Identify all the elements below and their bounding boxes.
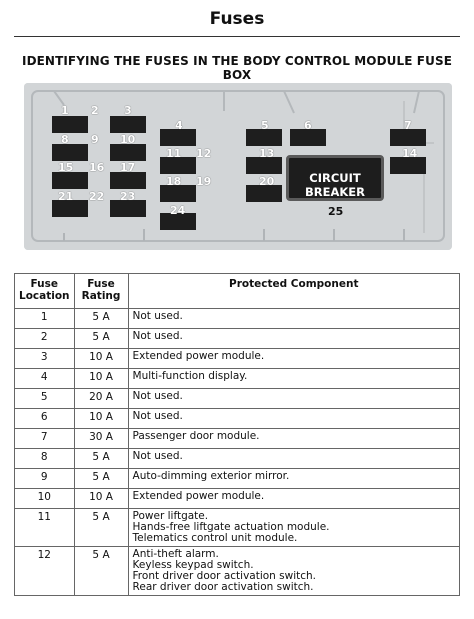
fuse-label: 20 bbox=[259, 175, 275, 188]
fuse-location-cell: 11 bbox=[15, 509, 75, 547]
fuse-rating-cell: 5 A bbox=[74, 547, 128, 596]
component-line: Not used. bbox=[132, 410, 183, 422]
component-line: Telematics control unit module. bbox=[132, 532, 298, 544]
fuse-location-cell: 10 bbox=[15, 489, 75, 509]
fuse-rating-cell: 5 A bbox=[74, 449, 128, 469]
table-row bbox=[15, 309, 460, 329]
fuse-label: 23 bbox=[120, 190, 136, 203]
fuse-label: 10 bbox=[120, 133, 136, 146]
table-row bbox=[15, 429, 460, 449]
fuse-location-cell: 8 bbox=[15, 449, 75, 469]
fuse-rating-cell: 30 A bbox=[74, 429, 128, 449]
fuse-label: 24 bbox=[170, 204, 186, 217]
protected-component-cell bbox=[128, 369, 459, 389]
fuse-label: 13 bbox=[259, 147, 275, 160]
fuse-label: 2 bbox=[91, 104, 99, 117]
fuse-location-cell: 6 bbox=[15, 409, 75, 429]
fuse-rating-cell: 5 A bbox=[74, 309, 128, 329]
fuse-label: 17 bbox=[120, 161, 136, 174]
component-line: Not used. bbox=[132, 330, 183, 342]
fuse-location-cell: 2 bbox=[15, 329, 75, 349]
protected-component-cell bbox=[128, 389, 459, 409]
table-row bbox=[15, 349, 460, 369]
fuse-label: 16 bbox=[89, 161, 105, 174]
fuse-box-diagram bbox=[24, 83, 452, 250]
fuse-location-cell: 7 bbox=[15, 429, 75, 449]
protected-component-cell bbox=[128, 409, 459, 429]
fuse-location-cell: 1 bbox=[15, 309, 75, 329]
circuit-breaker bbox=[286, 155, 384, 201]
protected-component-cell bbox=[128, 509, 459, 547]
fuse-rating-cell: 5 A bbox=[74, 469, 128, 489]
table-header-row bbox=[15, 274, 460, 309]
table-row bbox=[15, 449, 460, 469]
fuse-label: 6 bbox=[304, 119, 312, 132]
fuse-label: 21 bbox=[58, 190, 74, 203]
table-row bbox=[15, 547, 460, 596]
component-line: Passenger door module. bbox=[132, 430, 260, 442]
fuse-label: 3 bbox=[124, 104, 132, 117]
fuse-rating-cell: 10 A bbox=[74, 369, 128, 389]
fuse-location-cell: 4 bbox=[15, 369, 75, 389]
fuse-location-cell: 5 bbox=[15, 389, 75, 409]
protected-component-cell bbox=[128, 469, 459, 489]
protected-component-cell bbox=[128, 489, 459, 509]
table-row bbox=[15, 509, 460, 547]
fuse-location-cell: 9 bbox=[15, 469, 75, 489]
protected-component-cell bbox=[128, 429, 459, 449]
fuse-rating-cell: 10 A bbox=[74, 489, 128, 509]
component-line: Not used. bbox=[132, 390, 183, 402]
fuse-label: 25 bbox=[328, 205, 344, 218]
fuse-rating-cell: 5 A bbox=[74, 509, 128, 547]
page-title: Fuses bbox=[209, 9, 265, 29]
protected-component-cell bbox=[128, 349, 459, 369]
table-row bbox=[15, 469, 460, 489]
table-row bbox=[15, 489, 460, 509]
component-line: Extended power module. bbox=[132, 350, 265, 362]
circuit-breaker-label: CIRCUIT BREAKER bbox=[305, 171, 365, 199]
component-line: Not used. bbox=[132, 310, 183, 322]
component-line: Rear driver door activation switch. bbox=[132, 581, 314, 593]
fuse-label: 11 bbox=[166, 147, 182, 160]
component-line: Multi-function display. bbox=[132, 370, 248, 382]
fuse-location-cell: 12 bbox=[15, 547, 75, 596]
component-line: Front driver door activation switch. bbox=[132, 570, 317, 582]
fuse-label: 9 bbox=[91, 133, 99, 146]
protected-component-cell bbox=[128, 329, 459, 349]
fuse-label: 18 bbox=[166, 175, 182, 188]
fuse-label: 7 bbox=[404, 119, 412, 132]
fuse-label: 12 bbox=[196, 147, 212, 160]
protected-component-cell bbox=[128, 547, 459, 596]
fuse-label: 19 bbox=[196, 175, 212, 188]
column-header-component: Protected Component bbox=[128, 274, 459, 309]
protected-component-cell bbox=[128, 309, 459, 329]
fuse-label: 8 bbox=[61, 133, 69, 146]
fuse-rating-cell: 5 A bbox=[74, 329, 128, 349]
component-line: Keyless keypad switch. bbox=[132, 559, 254, 571]
component-line: Anti-theft alarm. bbox=[132, 548, 219, 560]
fuse-rating-cell: 10 A bbox=[74, 409, 128, 429]
column-header-rating: Fuse Rating bbox=[74, 274, 128, 309]
section-title: IDENTIFYING THE FUSES IN THE BODY CONTROL MODULE FUSE BOX bbox=[22, 54, 452, 82]
fuse-rating-cell: 20 A bbox=[74, 389, 128, 409]
fuse-label: 14 bbox=[402, 147, 418, 160]
table-row bbox=[15, 409, 460, 429]
component-line: Power liftgate. bbox=[132, 510, 209, 522]
table-row bbox=[15, 369, 460, 389]
component-line: Not used. bbox=[132, 450, 183, 462]
component-line: Extended power module. bbox=[132, 490, 265, 502]
fuse-rating-cell: 10 A bbox=[74, 349, 128, 369]
column-header-location: Fuse Location bbox=[15, 274, 75, 309]
fuse-label: 15 bbox=[58, 161, 74, 174]
fuse-label: 1 bbox=[61, 104, 69, 117]
fuse-table bbox=[14, 273, 460, 596]
protected-component-cell bbox=[128, 449, 459, 469]
component-line: Hands-free liftgate actuation module. bbox=[132, 521, 330, 533]
fuse-label: 5 bbox=[261, 119, 269, 132]
page-header bbox=[14, 6, 460, 37]
fuse-location-cell: 3 bbox=[15, 349, 75, 369]
fuse-label: 4 bbox=[175, 119, 183, 132]
table-row bbox=[15, 389, 460, 409]
table-row bbox=[15, 329, 460, 349]
fuse-label: 22 bbox=[89, 190, 105, 203]
component-line: Auto-dimming exterior mirror. bbox=[132, 470, 290, 482]
